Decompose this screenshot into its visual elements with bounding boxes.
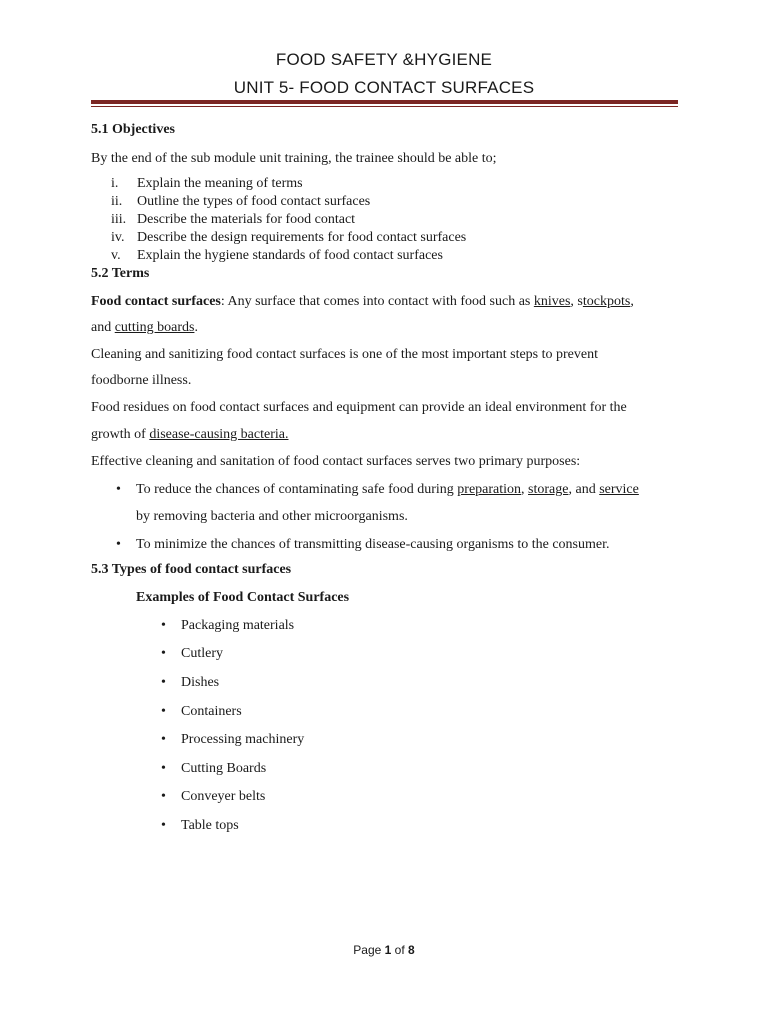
examples-subheading: Examples of Food Contact Surfaces — [136, 590, 350, 605]
link-cutting-boards[interactable]: cutting boards — [114, 320, 195, 335]
page-footer — [0, 943, 768, 957]
link-preparation[interactable]: preparation — [457, 482, 522, 497]
definition-paragraph-line1: Food contact surfaces: Any surface that comes into contact with food such as knives, stockpots, — [91, 294, 634, 309]
paragraph-cleaning-line1: Cleaning and sanitizing food contact surfaces is one of the most important steps to prevent — [91, 347, 598, 362]
link-disease-causing-bacteria[interactable]: disease-causing bacteria. — [149, 427, 289, 442]
bullet-icon: • — [161, 761, 166, 776]
bullet-icon: • — [116, 537, 121, 552]
bullet-icon: • — [161, 789, 166, 804]
header-rule-thick — [91, 100, 678, 104]
paragraph-residues-line1: Food residues on food contact surfaces and equipment can provide an ideal environment for the — [91, 400, 627, 415]
purpose-bullet-1-line2: by removing bacteria and other microorganisms. — [136, 509, 408, 524]
header-rule-thin — [91, 106, 678, 107]
link-knives[interactable]: knives — [533, 294, 571, 309]
link-service[interactable]: service — [599, 482, 639, 497]
link-storage[interactable]: storage — [528, 482, 569, 497]
unit-title: UNIT 5- FOOD CONTACT SURFACES — [233, 78, 535, 97]
bullet-icon: • — [116, 482, 121, 497]
section-heading-terms: 5.2 Terms — [91, 266, 150, 281]
bullet-icon: • — [161, 732, 166, 747]
section-heading-objectives: 5.1 Objectives — [91, 122, 175, 137]
bullet-icon: • — [161, 646, 166, 661]
page-label: Page — [353, 943, 385, 957]
bullet-icon: • — [161, 618, 166, 633]
paragraph-residues-line2: growth of disease-causing bacteria. — [91, 427, 289, 442]
document-title: FOOD SAFETY &HYGIENE — [275, 50, 493, 69]
section-heading-types: 5.3 Types of food contact surfaces — [91, 562, 292, 577]
objectives-intro: By the end of the sub module unit training, the trainee should be able to; — [91, 151, 497, 166]
page-number: 1 — [384, 943, 392, 957]
paragraph-purposes: Effective cleaning and sanitation of food contact surfaces serves two primary purposes: — [91, 454, 581, 469]
page-of-label: of — [391, 943, 409, 957]
bullet-icon: • — [161, 675, 166, 690]
link-stockpots[interactable]: tockpots — [582, 294, 631, 309]
bullet-icon: • — [161, 704, 166, 719]
definition-term: Food contact surfaces — [91, 294, 221, 309]
definition-paragraph-line2: and cutting boards. — [91, 320, 198, 335]
bullet-icon: • — [161, 818, 166, 833]
paragraph-cleaning-line2: foodborne illness. — [91, 373, 192, 388]
page-total: 8 — [408, 943, 415, 957]
